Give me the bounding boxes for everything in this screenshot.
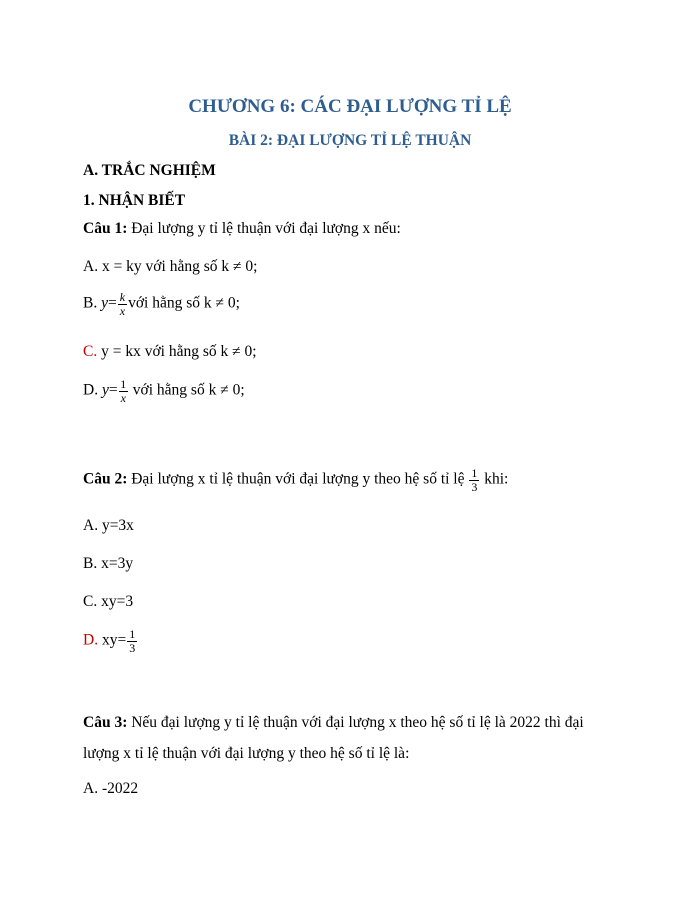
q2-option-d-numerator: 1 [129, 627, 136, 641]
q2-option-d-text: xy= [98, 631, 127, 649]
q1-option-d-prefix: D. [83, 381, 102, 399]
q2-option-d-denominator: 3 [129, 640, 136, 655]
question-3-text-line1: Nếu đại lượng y tỉ lệ thuận với đại lượng x theo hệ số tỉ lệ là 2022 thì đại [127, 714, 584, 731]
q1-option-c [83, 344, 257, 360]
question-2-label: Câu 2: [83, 470, 128, 488]
q2-option-d [83, 628, 138, 654]
q1-option-a: A. x = ky với hằng số k ≠ 0; [83, 258, 258, 275]
q1-option-b-suffix: với hằng số k ≠ 0; [128, 294, 240, 312]
question-3 [83, 715, 584, 731]
q2-option-c: C. xy=3 [83, 593, 134, 610]
question-2 [83, 467, 508, 493]
question-1-text: Đại lượng y tỉ lệ thuận với đại lượng x nếu: [127, 220, 401, 237]
question-1-label: Câu 1: [83, 220, 128, 237]
q2-option-d-fraction [127, 628, 137, 654]
chapter-title: CHƯƠNG 6: CÁC ĐẠI LƯỢNG TỈ LỆ [188, 96, 512, 117]
q2-option-a: A. y=3x [83, 517, 134, 534]
question-3-label: Câu 3: [83, 714, 128, 731]
q1-option-d [83, 378, 245, 404]
q2-option-d-letter: D. [83, 631, 99, 649]
q3-option-a: A. -2022 [83, 780, 139, 797]
question-3-line2: lượng x tỉ lệ thuận với đại lượng y theo hệ số tỉ lệ là: [83, 745, 410, 762]
q1-option-d-numerator: 1 [120, 377, 127, 391]
q1-option-d-suffix: với hằng số k ≠ 0; [128, 381, 245, 399]
q1-option-b-numerator: k [119, 290, 126, 304]
q1-option-b [83, 291, 240, 317]
q1-option-c-letter: C. [83, 343, 98, 360]
q1-option-d-eq: = [108, 381, 118, 399]
question-2-fraction [469, 467, 479, 493]
question-2-text: Đại lượng x tỉ lệ thuận với đại lượng y theo hệ số tỉ lệ [127, 470, 469, 488]
section-a-heading: A. TRẮC NGHIỆM [83, 162, 216, 179]
q1-option-b-eq: = [107, 294, 117, 312]
question-2-denominator: 3 [471, 479, 478, 494]
q1-option-d-fraction [119, 378, 128, 404]
lesson-title: BÀI 2: ĐẠI LƯỢNG TỈ LỆ THUẬN [228, 132, 472, 149]
subsection-heading: 1. NHẬN BIẾT [83, 192, 186, 209]
q1-option-b-lhs: y [101, 294, 108, 312]
q1-option-b-fraction [118, 291, 127, 317]
q2-option-b: B. x=3y [83, 555, 134, 572]
question-2-numerator: 1 [471, 466, 478, 480]
question-2-after: khi: [480, 470, 509, 488]
q1-option-b-denominator: x [119, 303, 126, 318]
q1-option-b-prefix: B. [83, 294, 102, 312]
q1-option-c-text: y = kx với hằng số k ≠ 0; [97, 343, 257, 360]
q1-option-d-lhs: y [101, 381, 109, 399]
question-1 [83, 221, 401, 237]
q1-option-d-denominator: x [120, 390, 126, 405]
